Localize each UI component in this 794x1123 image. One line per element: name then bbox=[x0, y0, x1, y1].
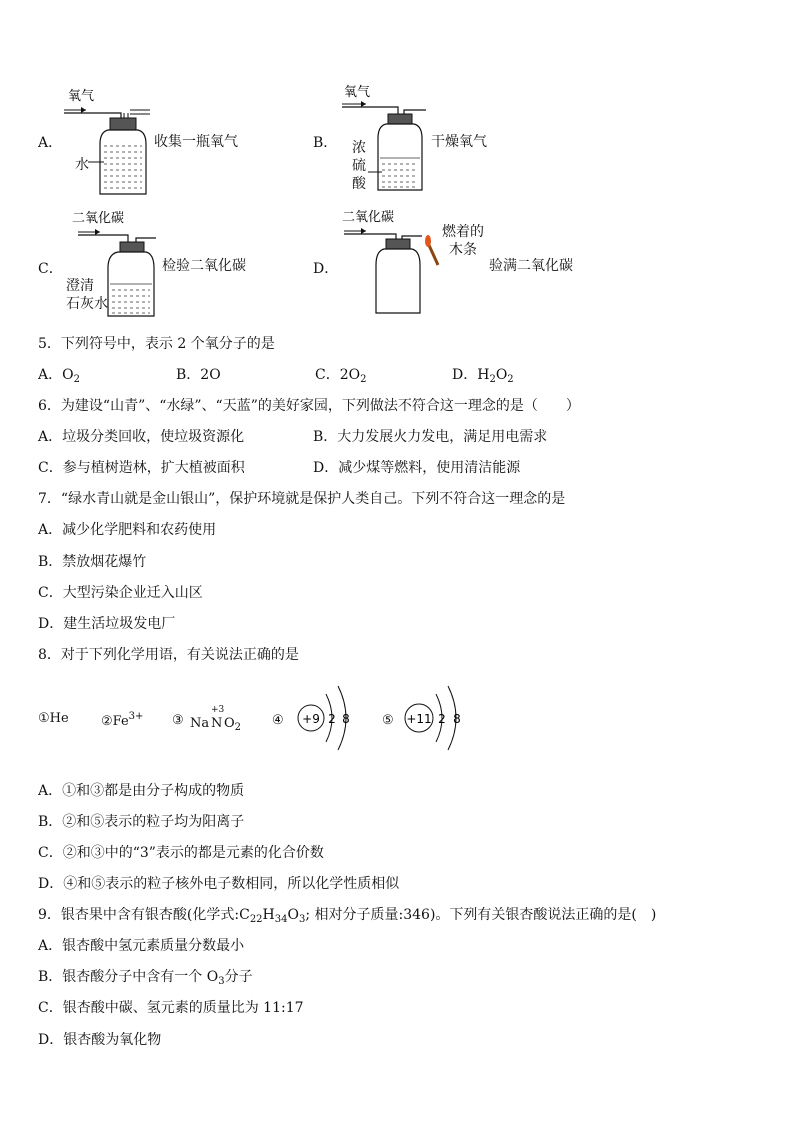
option-c[interactable]: C．$2O_2$ bbox=[315, 367, 367, 385]
symbol-1: ①He bbox=[38, 711, 69, 726]
symbol-3: ③ bbox=[172, 713, 184, 728]
option-letter-b: B． bbox=[313, 135, 338, 151]
option-d[interactable]: D．④和⑤表示的粒子核外电子数相同，所以化学性质相似 bbox=[38, 876, 400, 892]
option-a[interactable]: A．垃圾分类回收，使垃圾资源化 bbox=[38, 429, 245, 445]
caption-c: 检验二氧化碳 bbox=[162, 258, 246, 274]
symbol-2: $②Fe^{3+}$ bbox=[101, 711, 144, 729]
option-d[interactable]: D．建生活垃圾发电厂 bbox=[38, 616, 176, 632]
option-b[interactable]: B．大力发展火力发电，满足用电需求 bbox=[313, 429, 548, 445]
question-stem: 9．银杏果中含有银杏酸(化学式$:C_{22}H_{34}O_3$; 相对分子质量:346)。下列有关银杏酸说法正确的是( ) bbox=[38, 907, 657, 925]
option-b[interactable]: B．②和⑤表示的粒子均为阳离子 bbox=[38, 814, 245, 830]
stick-label-1: 燃着的 bbox=[442, 224, 484, 240]
caption-a: 收集一瓶氧气 bbox=[154, 134, 238, 150]
apparatus-d-bottle bbox=[336, 203, 446, 318]
liquid-label-2: 石灰水 bbox=[66, 296, 108, 312]
atom-structure-fluorine bbox=[294, 682, 358, 754]
symbol-3-na: Na bbox=[190, 716, 210, 731]
caption-d: 验满二氧化碳 bbox=[489, 258, 573, 274]
symbol-3-n: N bbox=[211, 716, 223, 731]
flame-icon bbox=[425, 235, 431, 247]
option-letter-a: A． bbox=[38, 135, 63, 151]
option-b[interactable]: B．禁放烟花爆竹 bbox=[38, 554, 147, 570]
option-c[interactable]: C．②和③中的“3”表示的都是元素的化合价数 bbox=[38, 845, 324, 861]
liquid-label-1: 浓 bbox=[352, 140, 366, 156]
valence-mark: +3 bbox=[211, 705, 225, 715]
option-c[interactable]: C．参与植树造林，扩大植被面积 bbox=[38, 460, 245, 476]
liquid-label-1: 澄清 bbox=[66, 278, 94, 294]
option-letter-c: C． bbox=[38, 261, 63, 277]
option-d[interactable]: D．减少煤等燃料，使用清洁能源 bbox=[313, 460, 521, 476]
symbol-3-o: $O_2$ bbox=[224, 716, 242, 733]
svg-text:8: 8 bbox=[342, 712, 350, 726]
option-a[interactable]: A．减少化学肥料和农药使用 bbox=[38, 522, 217, 538]
option-b[interactable]: B．银杏酸分子中含有一个 $O_3$分子 bbox=[38, 969, 253, 987]
gas-label: 氧气 bbox=[344, 85, 371, 100]
option-b[interactable]: B．2O bbox=[176, 367, 221, 383]
atom-structure-sodium bbox=[402, 682, 468, 754]
option-a[interactable]: A．银杏酸中氢元素质量分数最小 bbox=[38, 938, 245, 954]
symbol-5: ⑤ bbox=[382, 713, 394, 728]
apparatus-a-bottle bbox=[60, 86, 160, 196]
option-a[interactable]: A．①和③都是由分子构成的物质 bbox=[38, 783, 245, 799]
question-stem: 8．对于下列化学用语，有关说法正确的是 bbox=[38, 647, 299, 663]
liquid-label-3: 酸 bbox=[352, 176, 366, 192]
svg-text:+11: +11 bbox=[406, 712, 432, 726]
liquid-label-2: 硫 bbox=[352, 158, 366, 174]
question-stem: 7．“绿水青山就是金山银山”，保护环境就是保护人类自己。下列不符合这一理念的是 bbox=[38, 491, 566, 507]
stick-label-2: 木条 bbox=[449, 242, 477, 258]
liquid-label: 水 bbox=[75, 157, 89, 173]
svg-text:2: 2 bbox=[328, 712, 336, 726]
option-letter-d: D． bbox=[313, 261, 339, 277]
gas-label: 氧气 bbox=[68, 89, 95, 104]
svg-text:+9: +9 bbox=[302, 712, 320, 726]
question-stem: 6．为建设“山青”、“水绿”、“天蓝”的美好家园，下列做法不符合这一理念的是（ ） bbox=[38, 398, 580, 414]
option-d[interactable]: D．银杏酸为氧化物 bbox=[38, 1032, 162, 1048]
option-d[interactable]: D．$H_2O_2$ bbox=[452, 367, 514, 385]
gas-label: 二氧化碳 bbox=[72, 211, 125, 226]
svg-text:8: 8 bbox=[453, 712, 461, 726]
option-c[interactable]: C．银杏酸中碳、氢元素的质量比为 11:17 bbox=[38, 1000, 304, 1016]
option-c[interactable]: C．大型污染企业迁入山区 bbox=[38, 585, 203, 601]
option-a[interactable]: A．$O_2$ bbox=[38, 367, 80, 385]
svg-text:2: 2 bbox=[438, 712, 446, 726]
caption-b: 干燥氧气 bbox=[431, 134, 487, 150]
question-stem: 5．下列符号中，表示 2 个氧分子的是 bbox=[38, 336, 275, 352]
gas-label: 二氧化碳 bbox=[342, 210, 395, 225]
symbol-4: ④ bbox=[272, 713, 284, 728]
